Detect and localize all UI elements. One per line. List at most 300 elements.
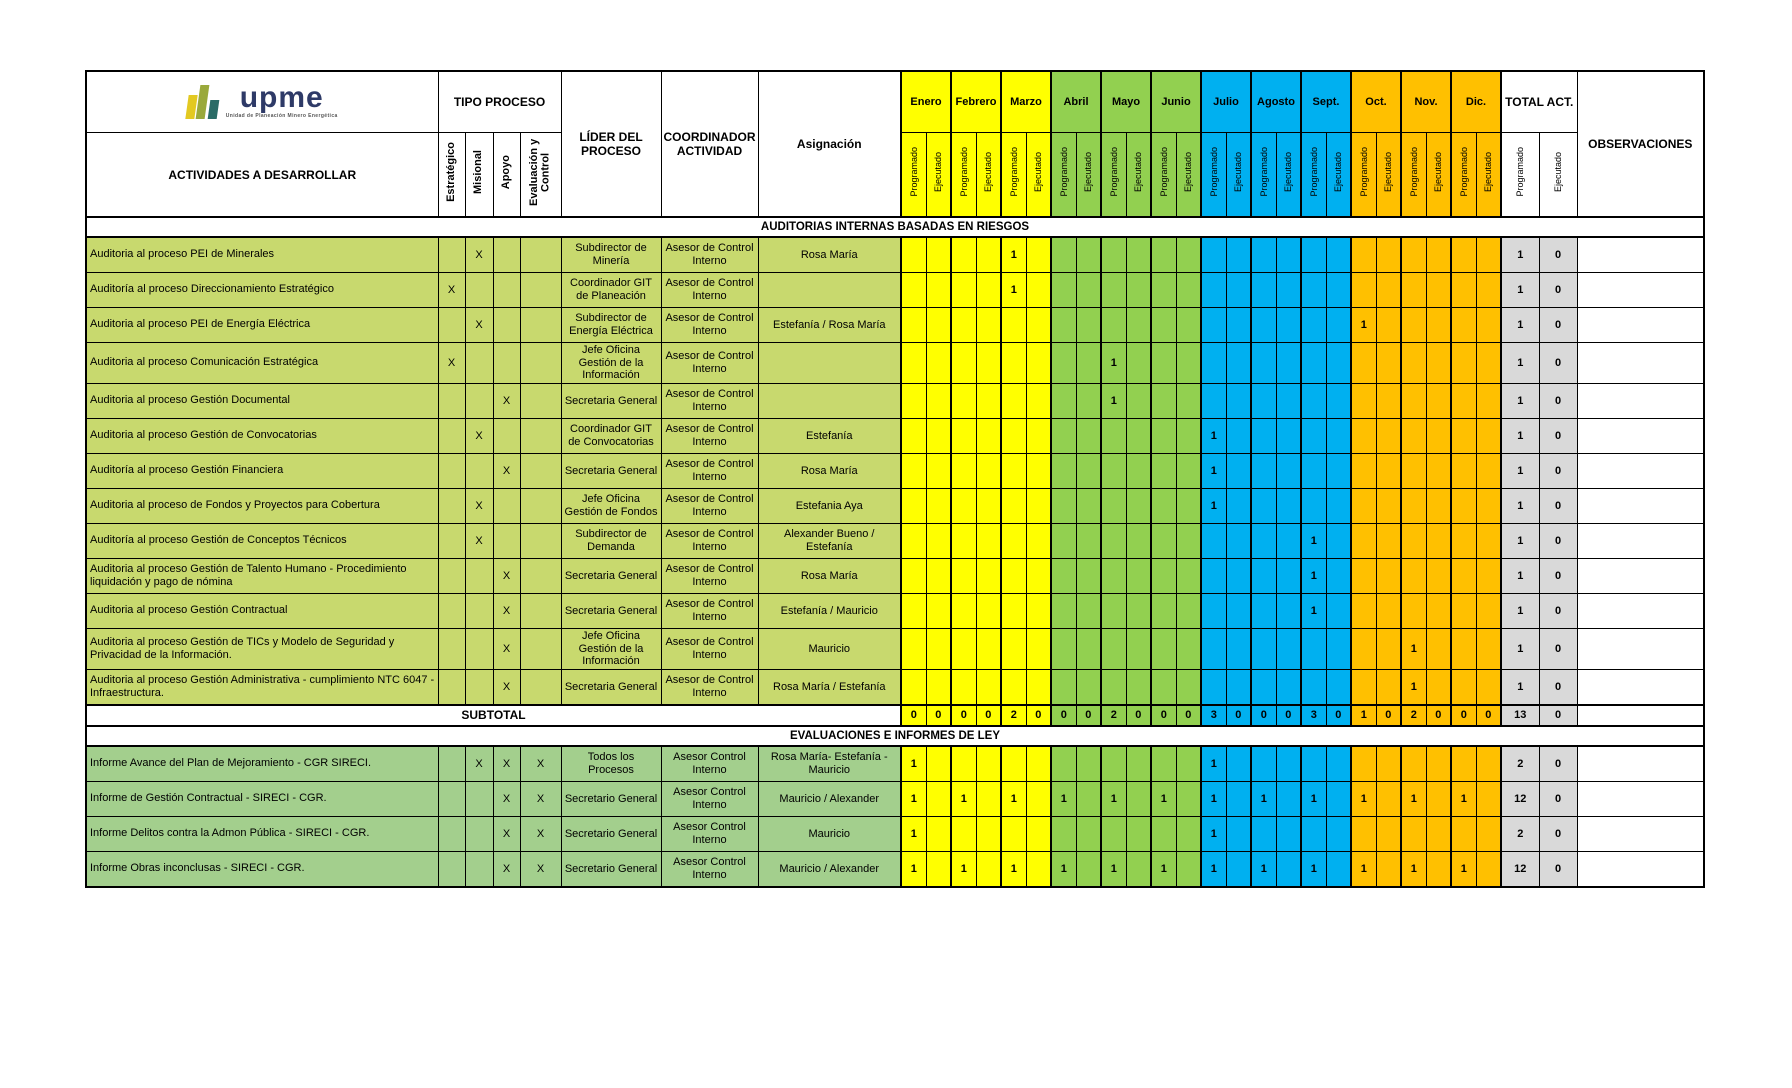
tipo-proceso-cell — [520, 593, 561, 628]
month-value-cell — [1126, 308, 1151, 343]
table-row — [86, 558, 1704, 593]
month-value-cell — [1126, 488, 1151, 523]
month-value-cell — [1426, 453, 1451, 488]
month-value-cell — [901, 273, 926, 308]
programado-label — [1251, 133, 1276, 218]
asignacion-cell: Rosa María — [758, 558, 901, 593]
month-value-cell — [1051, 383, 1076, 418]
observaciones-cell — [1577, 851, 1704, 887]
month-value-cell — [1126, 343, 1151, 384]
tipo-proceso-cell: X — [438, 273, 465, 308]
subtotal-month-cell: 0 — [1476, 705, 1501, 726]
table-row — [86, 781, 1704, 816]
month-value-cell — [1001, 593, 1026, 628]
tipo-proceso-cell — [465, 343, 493, 384]
month-value-cell — [1026, 343, 1051, 384]
table-row — [86, 237, 1704, 273]
tipo-proceso-cell — [465, 593, 493, 628]
total-programado-cell: 1 — [1501, 237, 1539, 273]
month-value-cell — [1051, 453, 1076, 488]
month-value-cell — [1476, 488, 1501, 523]
month-header-nov: Nov. — [1401, 71, 1451, 133]
month-value-cell: 1 — [1301, 523, 1326, 558]
ejecutado-label — [1426, 133, 1451, 218]
month-value-cell — [1051, 488, 1076, 523]
ejecutado-text: Ejecutado — [983, 151, 994, 193]
asignacion-cell: Rosa María — [758, 237, 901, 273]
month-value-cell — [976, 669, 1001, 705]
month-value-cell — [1376, 343, 1401, 384]
month-value-cell: 1 — [1351, 851, 1376, 887]
observaciones-cell — [1577, 308, 1704, 343]
month-value-cell: 1 — [1001, 237, 1026, 273]
subtotal-month-cell: 0 — [1326, 705, 1351, 726]
month-value-cell — [1376, 851, 1401, 887]
tipo-proceso-cell: X — [493, 453, 520, 488]
total-ejecutado-cell: 0 — [1539, 669, 1577, 705]
tipo-proceso-cell — [438, 746, 465, 782]
tipo-proceso-cell — [465, 851, 493, 887]
month-value-cell: 1 — [901, 781, 926, 816]
tipo-proceso-cell — [493, 308, 520, 343]
activity-cell: Informe de Gestión Contractual - SIRECI - CGR. — [86, 781, 438, 816]
total-programado-cell: 1 — [1501, 628, 1539, 669]
lider-cell: Secretario General — [561, 816, 661, 851]
month-value-cell — [976, 851, 1001, 887]
month-value-cell — [951, 343, 976, 384]
month-value-cell — [1076, 781, 1101, 816]
tipo-proceso-cell — [465, 453, 493, 488]
month-value-cell — [1126, 669, 1151, 705]
total-ejecutado-cell: 0 — [1539, 816, 1577, 851]
month-value-cell: 1 — [901, 746, 926, 782]
month-value-cell — [1226, 669, 1251, 705]
table-row — [86, 273, 1704, 308]
programado-text: Programado — [958, 147, 969, 197]
ejecutado-text: Ejecutado — [1133, 151, 1144, 193]
month-value-cell — [1451, 746, 1476, 782]
month-value-cell — [1251, 816, 1276, 851]
month-value-cell — [1326, 453, 1351, 488]
month-value-cell — [1251, 308, 1276, 343]
tipo-proceso-cell — [520, 308, 561, 343]
month-value-cell — [1401, 418, 1426, 453]
activity-cell: Informe Avance del Plan de Mejoramiento - CGR SIRECI. — [86, 746, 438, 782]
month-value-cell — [1176, 593, 1201, 628]
month-value-cell — [1301, 628, 1326, 669]
coordinador-cell: Asesor de Control Interno — [661, 669, 758, 705]
month-value-cell — [1026, 558, 1051, 593]
month-value-cell — [1051, 558, 1076, 593]
observaciones-cell — [1577, 523, 1704, 558]
tipo-proceso-cell — [520, 383, 561, 418]
total-act-header: TOTAL ACT. — [1501, 71, 1577, 133]
ejecutado-text: Ejecutado — [1083, 151, 1094, 193]
month-value-cell — [1176, 273, 1201, 308]
programado-label — [1401, 133, 1426, 218]
month-value-cell: 1 — [1001, 851, 1026, 887]
month-value-cell — [1226, 593, 1251, 628]
month-value-cell — [926, 781, 951, 816]
tipo-proceso-cell — [520, 558, 561, 593]
table-row — [86, 343, 1704, 384]
month-value-cell — [1451, 593, 1476, 628]
month-value-cell — [1251, 746, 1276, 782]
month-header-junio: Junio — [1151, 71, 1201, 133]
ejecutado-label — [926, 133, 951, 218]
month-value-cell — [976, 343, 1001, 384]
month-value-cell — [951, 669, 976, 705]
coordinador-cell: Asesor de Control Interno — [661, 523, 758, 558]
month-value-cell — [1151, 418, 1176, 453]
month-value-cell — [1176, 669, 1201, 705]
programado-label — [1001, 133, 1026, 218]
month-value-cell — [1276, 273, 1301, 308]
month-value-cell — [1176, 816, 1201, 851]
activity-cell: Auditoria al proceso Gestión Administrativa - cumplimiento NTC 6047 - Infraestructura. — [86, 669, 438, 705]
month-value-cell — [1226, 746, 1251, 782]
ejecutado-label: Ejecutado — [1553, 151, 1563, 193]
month-value-cell: 1 — [1101, 781, 1126, 816]
month-value-cell — [1476, 273, 1501, 308]
month-value-cell — [976, 523, 1001, 558]
month-value-cell — [926, 418, 951, 453]
month-value-cell — [1251, 523, 1276, 558]
month-value-cell — [1026, 628, 1051, 669]
month-value-cell — [1376, 558, 1401, 593]
month-value-cell — [1426, 488, 1451, 523]
month-value-cell: 1 — [1201, 488, 1226, 523]
month-value-cell — [1101, 628, 1126, 669]
month-value-cell — [1051, 816, 1076, 851]
asignacion-cell: Rosa María — [758, 453, 901, 488]
coordinador-cell: Asesor Control Interno — [661, 781, 758, 816]
month-value-cell — [1276, 523, 1301, 558]
month-value-cell: 1 — [1001, 781, 1026, 816]
month-value-cell — [1301, 746, 1326, 782]
month-value-cell — [1026, 781, 1051, 816]
month-value-cell — [1426, 851, 1451, 887]
month-value-cell — [976, 453, 1001, 488]
subtotal-month-cell: 0 — [1026, 705, 1051, 726]
total-ejecutado-cell: 0 — [1539, 523, 1577, 558]
ejecutado-text: Ejecutado — [1483, 151, 1494, 193]
ejecutado-text: Ejecutado — [1183, 151, 1194, 193]
month-value-cell — [951, 628, 976, 669]
table-body — [86, 217, 1704, 887]
month-value-cell — [1426, 593, 1451, 628]
tipo-proceso-cell — [465, 669, 493, 705]
month-value-cell — [1076, 523, 1101, 558]
month-value-cell — [901, 343, 926, 384]
month-value-cell — [1326, 781, 1351, 816]
tipo-proceso-cell — [493, 523, 520, 558]
month-value-cell — [1301, 343, 1326, 384]
activity-cell: Auditoria al proceso PEI de Minerales — [86, 237, 438, 273]
month-value-cell — [1001, 816, 1026, 851]
month-value-cell — [1176, 781, 1201, 816]
tipo-proceso-cell: X — [493, 816, 520, 851]
lider-header: LÍDER DEL PROCESO — [561, 71, 661, 217]
ejecutado-text: Ejecutado — [1433, 151, 1444, 193]
month-value-cell — [1151, 593, 1176, 628]
month-value-cell — [1001, 418, 1026, 453]
total-ejecutado-label — [1539, 133, 1577, 218]
month-value-cell — [1351, 628, 1376, 669]
month-value-cell — [1151, 816, 1176, 851]
table-row — [86, 816, 1704, 851]
month-value-cell: 1 — [1401, 851, 1426, 887]
section-title: AUDITORIAS INTERNAS BASADAS EN RIESGOS — [86, 217, 1704, 237]
programado-label — [1351, 133, 1376, 218]
total-programado-cell: 1 — [1501, 453, 1539, 488]
month-value-cell: 1 — [1151, 781, 1176, 816]
month-value-cell — [951, 453, 976, 488]
tipo-proceso-cell: X — [493, 851, 520, 887]
month-value-cell — [1326, 628, 1351, 669]
section-header-row — [86, 726, 1704, 746]
month-value-cell — [976, 746, 1001, 782]
month-value-cell — [1126, 523, 1151, 558]
tipo-proceso-cell — [465, 816, 493, 851]
month-value-cell: 1 — [1101, 343, 1126, 384]
total-ejecutado-cell: 0 — [1539, 453, 1577, 488]
month-value-cell — [1076, 273, 1101, 308]
tipo-proceso-cell: X — [493, 746, 520, 782]
subtotal-month-cell: 1 — [1351, 705, 1376, 726]
month-value-cell — [1376, 669, 1401, 705]
coordinador-cell: Asesor de Control Interno — [661, 418, 758, 453]
asignacion-cell — [758, 273, 901, 308]
month-value-cell — [1101, 523, 1126, 558]
month-value-cell — [1226, 418, 1251, 453]
tipo-proceso-cell: X — [438, 343, 465, 384]
tipo-proceso-cell: X — [520, 746, 561, 782]
month-value-cell — [1051, 418, 1076, 453]
month-header-abril: Abril — [1051, 71, 1101, 133]
observaciones-cell — [1577, 593, 1704, 628]
subtotal-month-cell: 0 — [1251, 705, 1276, 726]
month-value-cell — [1326, 593, 1351, 628]
asignacion-cell: Rosa María- Estefanía - Mauricio — [758, 746, 901, 782]
month-value-cell — [1176, 488, 1201, 523]
month-value-cell: 1 — [1351, 308, 1376, 343]
month-value-cell — [1401, 816, 1426, 851]
subtotal-total-ejecutado: 0 — [1539, 705, 1577, 726]
tipo-proceso-cell — [438, 628, 465, 669]
programado-text: Programado — [1458, 147, 1469, 197]
programado-label — [1101, 133, 1126, 218]
month-value-cell — [1226, 628, 1251, 669]
programado-text: Programado — [1158, 147, 1169, 197]
month-value-cell — [1026, 816, 1051, 851]
month-value-cell — [1101, 418, 1126, 453]
month-value-cell — [1076, 308, 1101, 343]
month-value-cell — [1276, 488, 1301, 523]
month-value-cell — [1326, 851, 1351, 887]
month-value-cell — [1101, 453, 1126, 488]
month-value-cell: 1 — [1251, 781, 1276, 816]
asignacion-cell — [758, 383, 901, 418]
programado-text: Programado — [1308, 147, 1319, 197]
subtotal-month-cell: 0 — [901, 705, 926, 726]
month-value-cell — [901, 593, 926, 628]
month-value-cell — [1076, 669, 1101, 705]
asignacion-cell: Estefanía / Mauricio — [758, 593, 901, 628]
asignacion-cell: Mauricio / Alexander — [758, 851, 901, 887]
month-value-cell — [1251, 273, 1276, 308]
asignacion-cell: Mauricio — [758, 816, 901, 851]
month-value-cell — [1451, 343, 1476, 384]
month-value-cell — [1376, 523, 1401, 558]
month-value-cell — [1126, 273, 1151, 308]
activity-cell: Auditoria al proceso Comunicación Estratégica — [86, 343, 438, 384]
tipo-proceso-cell — [465, 273, 493, 308]
month-value-cell — [1426, 308, 1451, 343]
month-value-cell — [1226, 308, 1251, 343]
tipo-proceso-cell — [438, 523, 465, 558]
month-value-cell — [1151, 628, 1176, 669]
lider-cell: Coordinador GIT de Planeación — [561, 273, 661, 308]
subtotal-month-cell: 0 — [1126, 705, 1151, 726]
lider-cell: Secretaria General — [561, 453, 661, 488]
asignacion-cell: Estefania Aya — [758, 488, 901, 523]
tipo-proceso-cell — [438, 669, 465, 705]
month-value-cell — [1351, 488, 1376, 523]
month-value-cell — [1451, 816, 1476, 851]
month-header-julio: Julio — [1201, 71, 1251, 133]
month-value-cell — [1476, 418, 1501, 453]
month-value-cell — [1276, 851, 1301, 887]
month-value-cell — [1251, 669, 1276, 705]
month-value-cell — [951, 308, 976, 343]
tipo-proceso-cell — [438, 558, 465, 593]
observaciones-cell — [1577, 383, 1704, 418]
tipo-label: Estratégico — [444, 142, 457, 202]
activity-cell: Auditoria al proceso de Fondos y Proyectos para Cobertura — [86, 488, 438, 523]
month-value-cell — [1276, 308, 1301, 343]
month-value-cell — [1076, 488, 1101, 523]
month-header-febrero: Febrero — [951, 71, 1001, 133]
tipo-proceso-cell — [520, 669, 561, 705]
month-value-cell — [1451, 273, 1476, 308]
coordinador-cell: Asesor de Control Interno — [661, 558, 758, 593]
month-value-cell — [1251, 593, 1276, 628]
lider-cell: Secretaria General — [561, 669, 661, 705]
month-value-cell — [1326, 488, 1351, 523]
total-ejecutado-cell: 0 — [1539, 781, 1577, 816]
month-value-cell — [1251, 488, 1276, 523]
month-value-cell — [1126, 816, 1151, 851]
month-value-cell — [1101, 308, 1126, 343]
month-value-cell — [1276, 593, 1301, 628]
month-value-cell — [1401, 488, 1426, 523]
month-value-cell — [1451, 488, 1476, 523]
observaciones-cell — [1577, 781, 1704, 816]
month-value-cell — [1001, 453, 1026, 488]
month-value-cell — [1151, 383, 1176, 418]
subtotal-month-cell: 0 — [1276, 705, 1301, 726]
tipo-proceso-cell — [520, 523, 561, 558]
month-value-cell — [1351, 453, 1376, 488]
month-value-cell — [1001, 383, 1026, 418]
month-value-cell — [1476, 669, 1501, 705]
subtotal-month-cell: 2 — [1401, 705, 1426, 726]
month-value-cell — [1201, 558, 1226, 593]
activity-cell: Auditoría al proceso Gestión de Conceptos Técnicos — [86, 523, 438, 558]
ejecutado-label — [1126, 133, 1151, 218]
month-value-cell — [1126, 628, 1151, 669]
month-value-cell — [1126, 418, 1151, 453]
header-row-top — [86, 71, 1704, 133]
month-value-cell — [1076, 593, 1101, 628]
month-value-cell — [1426, 523, 1451, 558]
ejecutado-label — [1326, 133, 1351, 218]
month-value-cell — [951, 746, 976, 782]
month-value-cell — [1476, 593, 1501, 628]
tipo-proceso-cell: X — [465, 308, 493, 343]
ejecutado-text: Ejecutado — [1333, 151, 1344, 193]
asignacion-cell: Estefanía — [758, 418, 901, 453]
month-value-cell — [1076, 453, 1101, 488]
coordinador-cell: Asesor de Control Interno — [661, 237, 758, 273]
month-value-cell: 1 — [1151, 851, 1176, 887]
month-value-cell — [1326, 343, 1351, 384]
coordinador-cell: Asesor de Control Interno — [661, 488, 758, 523]
asignacion-cell — [758, 343, 901, 384]
asignacion-cell: Mauricio — [758, 628, 901, 669]
tipo-proceso-cell — [493, 343, 520, 384]
month-value-cell — [1451, 669, 1476, 705]
month-value-cell — [1326, 308, 1351, 343]
subtotal-month-cell: 0 — [1376, 705, 1401, 726]
month-value-cell — [1476, 558, 1501, 593]
month-value-cell — [1251, 343, 1276, 384]
lider-cell: Subdirector de Minería — [561, 237, 661, 273]
month-value-cell — [1051, 237, 1076, 273]
tipo-label: Misional — [472, 149, 485, 194]
month-value-cell — [1426, 746, 1451, 782]
month-value-cell — [1226, 488, 1251, 523]
month-value-cell — [1351, 383, 1376, 418]
subtotal-row — [86, 705, 1704, 726]
month-value-cell — [1376, 453, 1401, 488]
lider-cell: Coordinador GIT de Convocatorias — [561, 418, 661, 453]
month-value-cell — [1026, 851, 1051, 887]
month-value-cell — [1326, 746, 1351, 782]
table-row — [86, 418, 1704, 453]
table-row — [86, 308, 1704, 343]
month-value-cell — [951, 558, 976, 593]
month-value-cell — [926, 488, 951, 523]
coordinador-cell: Asesor de Control Interno — [661, 343, 758, 384]
total-programado-cell: 1 — [1501, 343, 1539, 384]
month-value-cell — [1176, 851, 1201, 887]
month-value-cell — [1301, 816, 1326, 851]
month-value-cell — [1151, 308, 1176, 343]
activity-cell: Auditoria al proceso Gestión de Talento Humano - Procedimiento liquidación y pago de nómina — [86, 558, 438, 593]
month-value-cell — [1351, 343, 1376, 384]
month-value-cell — [1026, 308, 1051, 343]
month-value-cell — [1351, 273, 1376, 308]
month-value-cell — [926, 593, 951, 628]
observaciones-cell — [1577, 237, 1704, 273]
month-value-cell — [1076, 237, 1101, 273]
month-value-cell — [1276, 781, 1301, 816]
month-value-cell — [1076, 558, 1101, 593]
month-value-cell — [976, 781, 1001, 816]
month-header-oct: Oct. — [1351, 71, 1401, 133]
